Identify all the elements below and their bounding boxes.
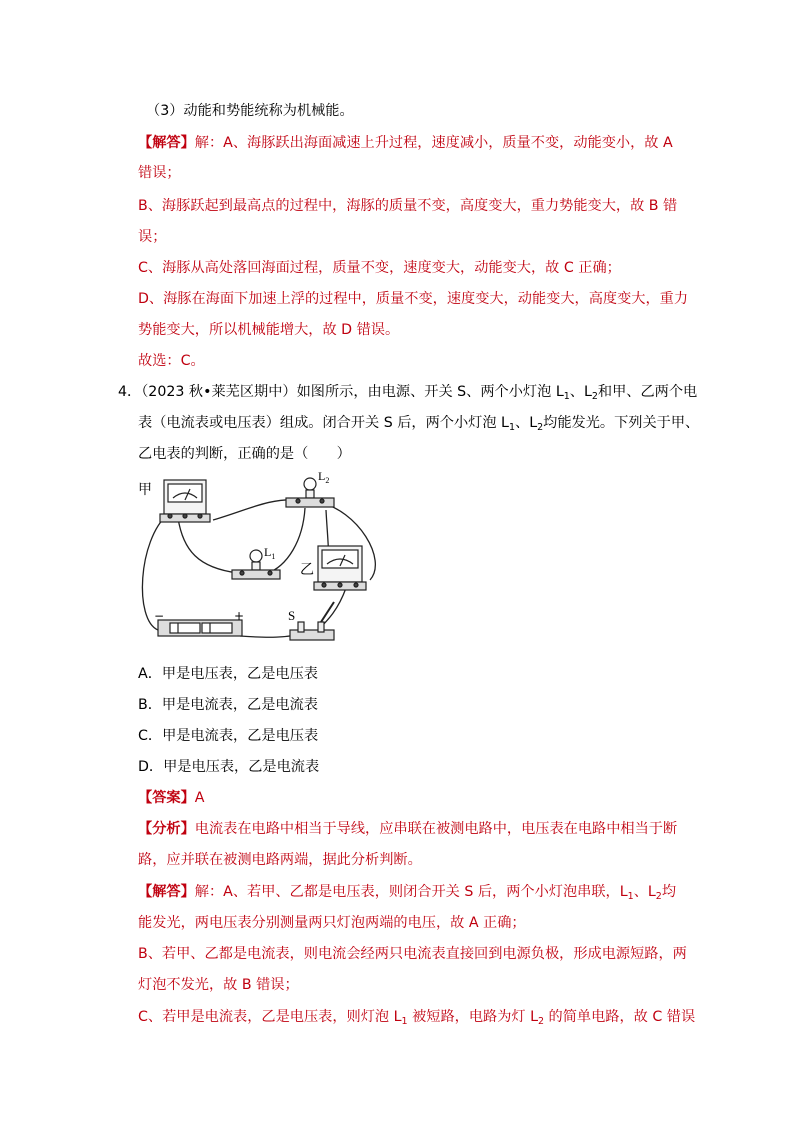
point-3: （3）动能和势能统称为机械能。 — [146, 103, 354, 119]
battery-plus: + — [234, 609, 245, 623]
solution-a-2: 能发光，两电压表分别测量两只灯泡两端的电压，故 A 正确； — [138, 915, 526, 931]
question-number: 4． — [118, 384, 142, 400]
label-l2: $L_2$ — [318, 470, 330, 485]
prev-choice: 故选：C。 — [138, 353, 205, 369]
prev-solution-b-2: 误； — [138, 229, 167, 245]
solution-a-1: 【解答】解：A、若甲、乙都是电压表，则闭合开关 S 后，两个小灯泡串联，$L_1$、$L_2$均 — [138, 884, 677, 902]
prev-solution-c: C、海豚从高处落回海面过程，质量不变，速度变大，动能变大，故 C 正确； — [138, 260, 621, 276]
prev-solution-line-2: 错误； — [138, 165, 181, 181]
label-s: S — [288, 608, 296, 623]
answer: 【答案】A — [138, 790, 205, 806]
prev-solution-b-1: B、海豚跃起到最高点的过程中，海豚的质量不变，高度变大，重力势能变大，故 B 错 — [138, 198, 678, 214]
question-4-line-1: 4．（2023 秋•莱芜区期中）如图所示，由电源、开关 S、两个小灯泡 $L_1$、$L_2$和甲、乙两个电 — [118, 384, 698, 402]
label-jia: 甲 — [138, 483, 152, 498]
solution-b-1: B、若甲、乙都是电流表，则电流会经两只电流表直接回到电源负极，形成电源短路，两 — [138, 946, 687, 962]
analysis-line-1: 【分析】电流表在电路中相当于导线，应串联在被测电路中，电压表在电路中相当于断 — [138, 821, 678, 837]
meter-jia — [160, 480, 210, 522]
prev-solution-d-1: D、海豚在海面下加速上浮的过程中，质量不变，速度变大，动能变大，高度变大，重力 — [138, 291, 689, 307]
question-4-line-2: 表（电流表或电压表）组成。闭合开关 S 后，两个小灯泡 $L_1$、$L_2$均能发光。下列关于甲、 — [138, 415, 700, 433]
wire — [178, 518, 238, 573]
label-yi: 乙 — [300, 563, 314, 578]
option-b: B．甲是电流表，乙是电流表 — [138, 697, 318, 713]
option-c: C．甲是电流表，乙是电压表 — [138, 728, 319, 744]
prev-solution-line-1: 【解答】解：A、海豚跃出海面减速上升过程，速度减小，质量不变，动能变小，故 A — [138, 135, 673, 151]
option-a: A．甲是电压表，乙是电压表 — [138, 666, 318, 682]
prev-solution-d-2: 势能变大，所以机械能增大，故 D 错误。 — [138, 322, 400, 338]
solution-b-2: 灯泡不发光，故 B 错误； — [138, 977, 299, 993]
option-d: D．甲是电压表，乙是电流表 — [138, 759, 320, 775]
meter-yi — [314, 546, 366, 590]
label-l1: $L_1$ — [264, 545, 276, 561]
solution-c-1: C、若甲是电流表，乙是电压表，则灯泡 $L_1$ 被短路，电路为灯 $L_2$ 的简单电路，故 C 错误 — [138, 1009, 696, 1027]
question-4-line-3: 乙电表的判断，正确的是（ ） — [138, 446, 351, 462]
battery — [158, 620, 242, 636]
analysis-line-2: 路，应并联在被测电路两端，据此分析判断。 — [138, 852, 422, 868]
battery-minus: − — [154, 609, 165, 623]
circuit-figure — [138, 470, 388, 648]
wire — [213, 500, 298, 520]
